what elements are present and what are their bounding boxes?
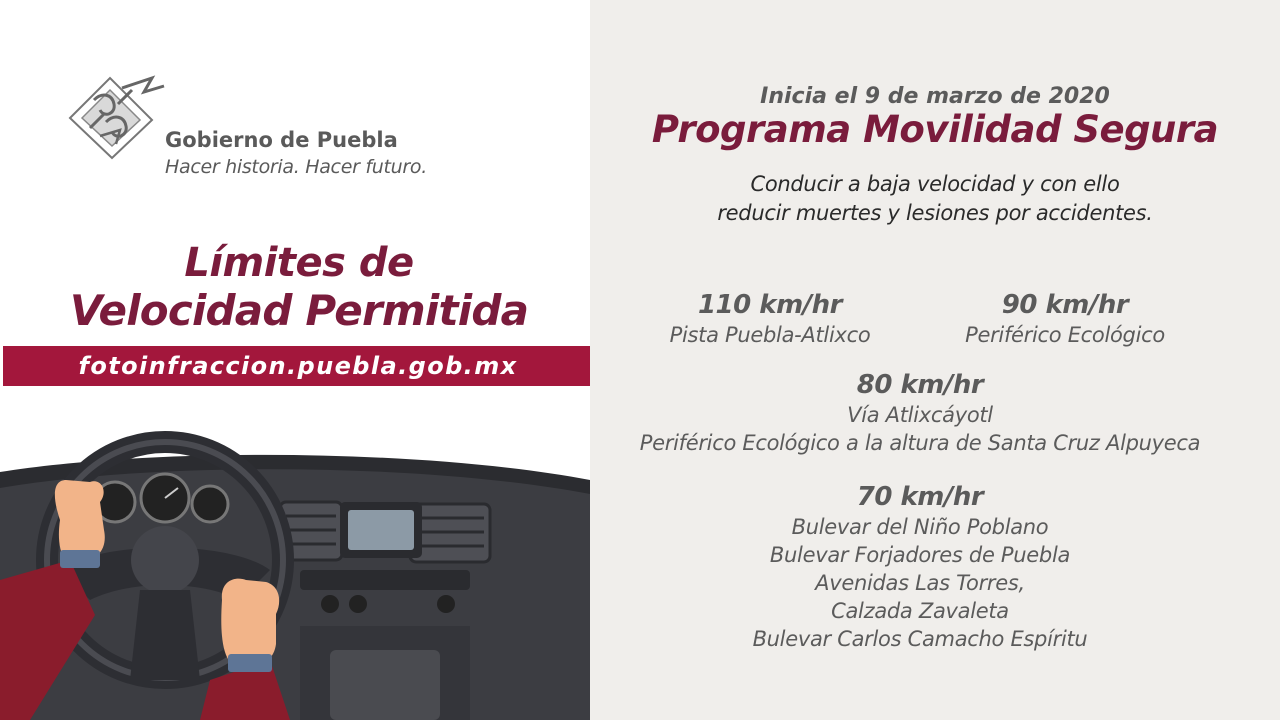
start-date: Inicia el 9 de marzo de 2020 (760, 84, 1110, 109)
website-link[interactable]: fotoinfraccion.puebla.gob.mx (3, 346, 590, 386)
program-description-line-2: reducir muertes y lesiones por accidentes. (717, 201, 1153, 225)
place-bulevar-carlos-camacho: Bulevar Carlos Camacho Espíritu (752, 627, 1088, 651)
speed-limit-70: 70 km/hr (856, 482, 984, 512)
program-title: Programa Movilidad Segura (651, 108, 1219, 151)
program-description-line-1: Conducir a baja velocidad y con ello (750, 172, 1120, 196)
place-periferico-ecologico: Periférico Ecológico (965, 323, 1165, 347)
place-via-atlixcayotl: Vía Atlixcáyotl (847, 403, 993, 427)
title-line-1: Límites de (184, 240, 414, 286)
place-pista-puebla-atlixco: Pista Puebla-Atlixco (669, 323, 871, 347)
government-tagline: Hacer historia. Hacer futuro. (165, 156, 427, 178)
left-panel (0, 0, 590, 720)
place-avenidas-las-torres: Avenidas Las Torres, (815, 571, 1025, 595)
speed-limit-110: 110 km/hr (697, 290, 843, 320)
government-name: Gobierno de Puebla (165, 128, 398, 152)
place-bulevar-nino-poblano: Bulevar del Niño Poblano (791, 515, 1049, 539)
place-bulevar-forjadores: Bulevar Forjadores de Puebla (769, 543, 1071, 567)
right-panel (590, 0, 1280, 720)
title-line-2: Velocidad Permitida (69, 286, 529, 335)
puebla-emblem-icon (60, 70, 172, 160)
place-periferico-santa-cruz: Periférico Ecológico a la altura de Santa Cruz Alpuyeca (639, 431, 1201, 455)
car-dashboard-illustration (0, 430, 590, 720)
place-calzada-zavaleta: Calzada Zavaleta (831, 599, 1009, 623)
speed-limit-90: 90 km/hr (1001, 290, 1129, 320)
speed-limit-80: 80 km/hr (856, 370, 984, 400)
